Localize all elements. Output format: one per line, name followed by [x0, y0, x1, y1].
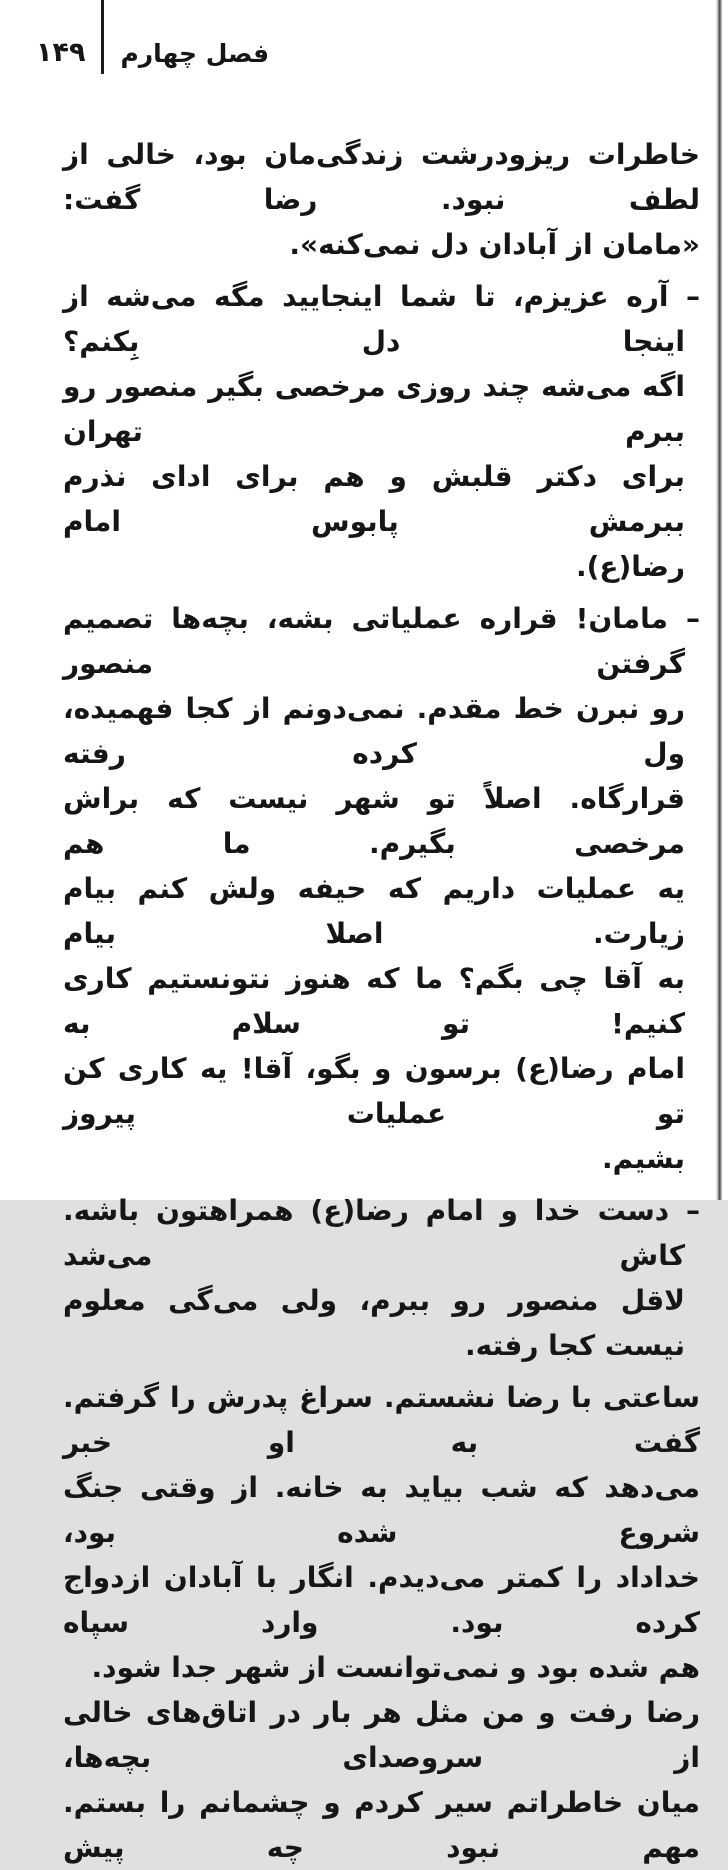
paragraph-4 [63, 1188, 700, 1368]
header-rule [101, 0, 104, 74]
paragraph-5 [63, 1375, 700, 1690]
text-line: – آره عزیزم، تا شما اینجایید مگه می‌شه از اینجا دل بِکنم؟ [63, 280, 700, 358]
text-line: برای دکتر قلبش و هم برای ادای نذرم ببرمش پابوس امام [63, 460, 685, 538]
text-line: بشیم. [601, 1142, 685, 1175]
paragraph-3 [63, 596, 700, 1181]
page-number: ۱۴۹ [36, 37, 86, 68]
text-line: اگه می‌شه چند روزی مرخصی بگیر منصور رو ببرم تهران [63, 370, 685, 448]
running-header [36, 0, 269, 74]
paragraph-1 [63, 132, 700, 267]
text-line: به آقا چی بگم؟ ما که هنوز نتونستیم کاری کنیم! تو سلام به [63, 962, 685, 1040]
chapter-title: فصل چهارم [120, 39, 270, 68]
text-line: می‌دهد که شب بیاید به خانه. از وقتی جنگ شروع شده بود، [63, 1471, 700, 1549]
text-line: یه عملیات داریم که حیفه ولش کنم بیام زیارت. اصلا بیام [63, 872, 685, 950]
paragraph-2 [63, 274, 700, 589]
text-line: امام رضا(ع) برسون و بگو، آقا! یه کاری کن تو عملیات پیروز [63, 1052, 685, 1130]
paragraph-6 [63, 1690, 700, 1870]
text-line: میان خاطراتم سیر کردم و چشمانم را بستم. مهم نبود چه پیش [63, 1786, 700, 1864]
page-body [63, 132, 700, 1870]
text-line: خداداد را کمتر می‌دیدم. انگار با آبادان ازدواج کرده بود. وارد سپاه [63, 1561, 700, 1639]
text-line: هم شده بود و نمی‌توانست از شهر جدا شود. [91, 1651, 700, 1684]
text-line: رضا رفت و من مثل هر بار در اتاق‌های خالی از سروصدای بچه‌ها، [63, 1696, 700, 1774]
text-line: لاقل منصور رو ببرم، ولی می‌گی معلوم نیست کجا رفته. [63, 1284, 685, 1362]
text-line: ساعتی با رضا نشستم. سراغ پدرش را گرفتم. گفت به او خبر [63, 1381, 700, 1459]
text-line: «مامان از آبادان دل نمی‌کنه». [289, 228, 700, 261]
text-line: خاطرات ریزودرشت زندگی‌مان بود، خالی از لطف نبود. رضا گفت: [63, 138, 700, 216]
text-line: – دست خدا و امام رضا(ع) همراهتون باشه. کاش می‌شد [63, 1194, 700, 1272]
text-line: قرارگاه. اصلاً تو شهر نیست که براش مرخصی بگیرم. ما هم [63, 782, 685, 860]
page-edge-shadow [716, 0, 722, 1200]
text-line: رضا(ع). [575, 550, 685, 583]
text-line: رو نبرن خط مقدم. نمی‌دونم از کجا فهمیده، ول کرده رفته [63, 692, 685, 770]
text-line: – مامان! قراره عملیاتی بشه، بچه‌ها تصمیم گرفتن منصور [63, 602, 700, 680]
